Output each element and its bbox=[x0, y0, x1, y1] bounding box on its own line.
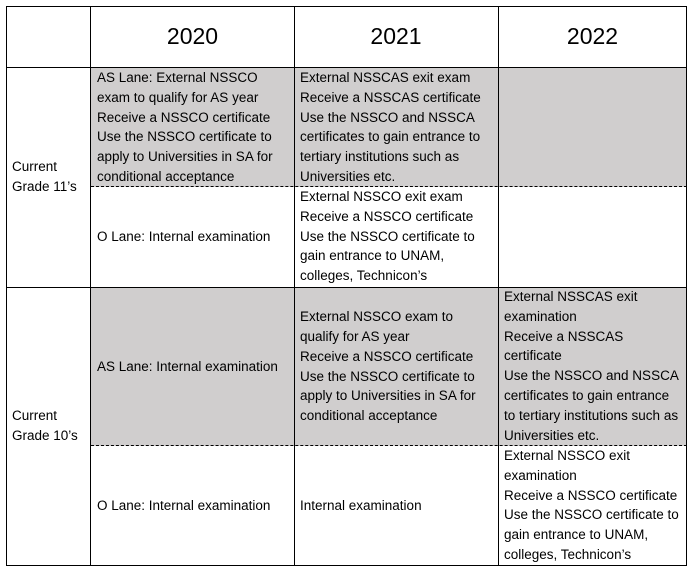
row1-as-shade-2022 bbox=[498, 67, 687, 187]
header-year-2022: 2022 bbox=[566, 22, 619, 49]
cell-line: External NSSCO exit exam bbox=[300, 189, 463, 204]
cell-line: External NSSCAS exit exam bbox=[300, 70, 471, 85]
row1-as-2021-cell bbox=[294, 68, 498, 187]
cell-line: colleges, Technicon’s bbox=[300, 268, 428, 284]
header-divider bbox=[6, 67, 687, 68]
cell-line: qualify for AS year bbox=[300, 328, 410, 344]
cell-line: examination bbox=[504, 308, 577, 324]
cell-line: Use the NSSCO and NSSCA bbox=[504, 368, 679, 384]
cell-line: Use the NSSCO certificate to bbox=[300, 368, 475, 384]
cell-line: certificates to gain entrance bbox=[504, 387, 670, 403]
group-label-line: Grade 10’s bbox=[12, 428, 78, 443]
cell-line: O Lane: Internal examination bbox=[97, 229, 271, 245]
cell-line: Universities etc. bbox=[504, 427, 600, 443]
cell-line: apply to Universities in SA for bbox=[97, 149, 273, 165]
cell-line: conditional acceptance bbox=[300, 408, 438, 424]
group-grade-11-label bbox=[6, 67, 91, 287]
cell-line: Receive a NSSCO certificate bbox=[97, 109, 271, 125]
cell-line: Use the NSSCO and NSSCA bbox=[300, 109, 475, 125]
row1-as-2020-cell bbox=[91, 68, 294, 187]
cell-line: examination bbox=[504, 467, 577, 483]
cell-line: External NSSCO exit bbox=[504, 448, 631, 463]
lane-divider-dashed bbox=[91, 186, 687, 187]
cell-line: conditional acceptance bbox=[97, 168, 235, 184]
table-border-top bbox=[6, 6, 687, 7]
group-divider bbox=[6, 287, 687, 288]
cell-line: AS Lane: Internal examination bbox=[97, 358, 278, 374]
row2-as-2022-cell bbox=[498, 287, 687, 446]
group-grade-10-label bbox=[6, 287, 91, 565]
cell-line: certificates to gain entrance to bbox=[300, 129, 481, 145]
group-label-line: Current bbox=[12, 408, 58, 424]
lane-divider-dashed bbox=[91, 445, 687, 446]
table-border-right bbox=[686, 6, 687, 566]
cell-line: to tertiary institutions such as bbox=[504, 407, 679, 423]
cell-line: Receive a NSSCO certificate bbox=[300, 208, 474, 224]
cell-line: gain entrance to UNAM, bbox=[300, 248, 445, 264]
row2-o-2022-cell bbox=[498, 446, 687, 565]
cell-line: Receive a NSSCO certificate bbox=[300, 348, 474, 364]
group-label-line: Current bbox=[12, 159, 58, 175]
header-year-2020: 2020 bbox=[166, 22, 219, 49]
cell-line: AS Lane: External NSSCO bbox=[97, 70, 258, 85]
cell-line: External NSSCAS exit bbox=[504, 289, 638, 304]
table-border-bottom bbox=[6, 565, 687, 566]
cell-line: tertiary institutions such as bbox=[300, 149, 460, 165]
row2-o-2021-cell bbox=[294, 446, 498, 565]
cell-line: O Lane: Internal examination bbox=[97, 497, 271, 513]
cell-line: Use the NSSCO certificate to bbox=[97, 129, 272, 145]
row2-as-2021-cell bbox=[294, 287, 498, 446]
cell-line: Receive a NSSCO certificate bbox=[504, 487, 678, 503]
cell-line: colleges, Technicon’s bbox=[504, 546, 632, 562]
cell-line: Receive a NSSCAS certificate bbox=[300, 89, 481, 105]
cell-line: External NSSCO exam to bbox=[300, 309, 454, 325]
row2-o-2020-cell bbox=[91, 446, 294, 565]
header-year-2021: 2021 bbox=[370, 22, 422, 49]
column-divider bbox=[90, 6, 91, 566]
row2-as-2020-cell bbox=[91, 287, 294, 446]
cell-line: Universities etc. bbox=[300, 168, 396, 184]
group-label-line: Grade 11’s bbox=[12, 179, 77, 194]
row1-o-2021-cell bbox=[294, 187, 498, 287]
cell-line: exam to qualify for AS year bbox=[97, 89, 259, 105]
table-border-left bbox=[6, 6, 7, 566]
cell-line: Use the NSSCO certificate to bbox=[504, 507, 679, 523]
column-divider bbox=[498, 6, 499, 566]
cell-line: apply to Universities in SA for bbox=[300, 388, 476, 404]
row1-o-2020-cell bbox=[91, 187, 294, 287]
column-divider bbox=[294, 6, 295, 566]
cell-line: Receive a NSSCAS bbox=[504, 328, 624, 344]
cell-line: Use the NSSCO certificate to bbox=[300, 228, 475, 244]
cell-line: gain entrance to UNAM, bbox=[504, 527, 649, 543]
cell-line: Internal examination bbox=[300, 497, 422, 513]
cell-line: certificate bbox=[504, 348, 562, 364]
